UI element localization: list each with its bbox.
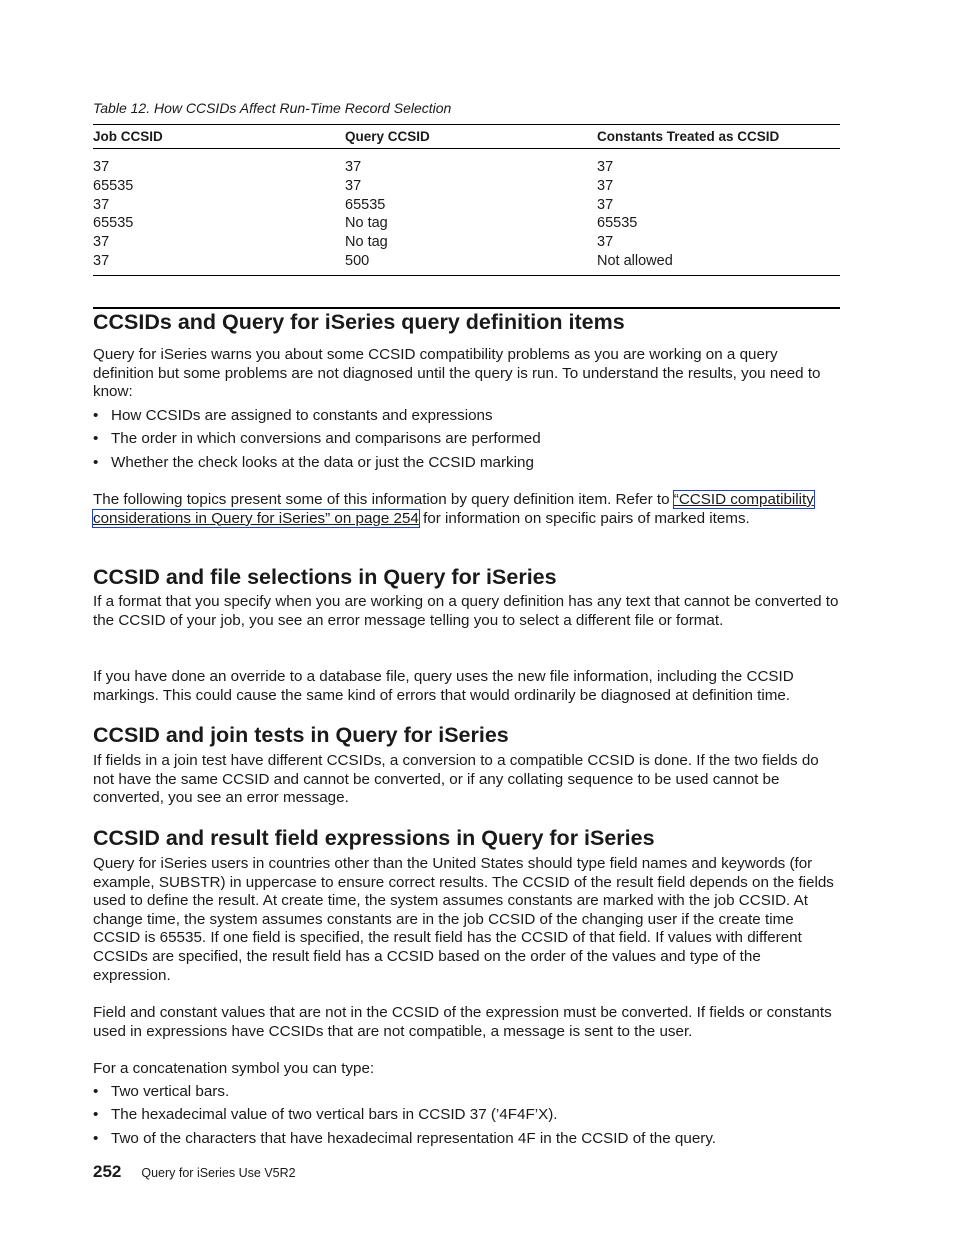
list-item: • The order in which conversions and comparisons are performed <box>93 430 541 448</box>
page-number: 252 <box>93 1162 122 1181</box>
section3-paragraph-1: If fields in a join test have different CCSIDs, a conversion to a compatible CCSID is done. If the two fields do not have the same CCSID and cannot be converted, or if any collating sequence to be used cannot be converted, you see an error message. <box>93 752 819 807</box>
section-title-result-field-expressions: CCSID and result field expressions in Query for iSeries <box>93 826 655 850</box>
bullet-icon: • <box>93 1106 99 1124</box>
list-item: • Two of the characters that have hexadecimal representation 4F in the CCSID of the query. <box>93 1129 717 1147</box>
table-cell: 37 <box>597 178 614 195</box>
bullet-icon: • <box>93 1129 99 1147</box>
section4-paragraph-2: Field and constant values that are not in the CCSID of the expression must be converted. If fields or constants used in expressions have CCSIDs that are not compatible, a message is sent to the user. <box>93 1004 832 1040</box>
section4-bullet-list <box>93 1083 840 1153</box>
table-row <box>93 214 840 233</box>
bullet-icon: • <box>93 453 99 471</box>
table-cell: 65535 <box>597 215 638 232</box>
section1-intro: Query for iSeries warns you about some CCSID compatibility problems as you are working on a query definition but some problems are not diagnosed until the query is run. To understand the results, you need to know: <box>93 346 821 401</box>
column-header-job-ccsid: Job CCSID <box>93 129 163 144</box>
section2-paragraph-2: If you have done an override to a database file, query uses the new file information, including the CCSID markings. This could cause the same kind of errors that would ordinarily be diagnosed at definition time. <box>93 668 794 704</box>
section1-reference-paragraph: The following topics present some of this information by query definition item. Refer to “CCSID compatibility considerations in Query for iSeries” on page 254 for information on specific pairs of marked items. <box>93 491 814 527</box>
table-body <box>93 149 840 276</box>
table-cell: No tag <box>345 234 388 251</box>
table-cell: 37 <box>345 159 362 176</box>
table-cell: 37 <box>93 234 110 251</box>
section-divider <box>93 307 840 309</box>
ccsid-table <box>93 124 840 276</box>
table-cell: 65535 <box>93 215 134 232</box>
list-item: • Whether the check looks at the data or just the CCSID marking <box>93 453 534 471</box>
section-title-query-definition-items: CCSIDs and Query for iSeries query definition items <box>93 310 625 334</box>
table-cell: Not allowed <box>597 252 673 269</box>
table-cell: 37 <box>93 196 110 213</box>
table-cell: 37 <box>345 178 362 195</box>
section-title-join-tests: CCSID and join tests in Query for iSeries <box>93 723 509 747</box>
page-footer <box>93 1162 296 1182</box>
table-cell: 37 <box>93 252 110 269</box>
table-cell: 65535 <box>345 196 386 213</box>
table-cell: 37 <box>597 196 614 213</box>
section4-paragraph-3: For a concatenation symbol you can type: <box>93 1060 375 1077</box>
section2-paragraph-1: If a format that you specify when you are working on a query definition has any text that cannot be converted to the CCSID of your job, you see an error message telling you to select a different file or format. <box>93 593 839 629</box>
table-row <box>93 158 840 177</box>
table-row <box>93 251 840 270</box>
bullet-icon: • <box>93 430 99 448</box>
bullet-icon: • <box>93 1083 99 1100</box>
table-cell: 37 <box>597 159 614 176</box>
ccsid-compatibility-link[interactable]: “CCSID compatibility considerations in Query for iSeries” on page 254 <box>93 491 814 527</box>
table-row <box>93 195 840 214</box>
column-header-constants-ccsid: Constants Treated as CCSID <box>597 129 780 144</box>
table-header-row <box>93 125 840 149</box>
table-cell: 500 <box>345 252 370 269</box>
table-row <box>93 233 840 252</box>
column-header-query-ccsid: Query CCSID <box>345 129 430 144</box>
table-cell: 37 <box>93 159 110 176</box>
table-row <box>93 177 840 196</box>
section1-bullet-list <box>93 407 840 477</box>
section4-paragraph-1: Query for iSeries users in countries other than the United States should type field names and keywords (for example, SUBSTR) in uppercase to ensure correct results. The CCSID of the result field depends on the fields used to define the result. At create time, the system assumes constants are marked with the job CCSID. At change time, the system assumes constants are in the job CCSID of the changing user if the create time CCSID is 65535. If one field is specified, the result field has the CCSID of that field. If values with different CCSIDs are specified, the result field has a CCSID based on the order of the values and type of the expression. <box>93 855 834 984</box>
footer-book-title: Query for iSeries Use V5R2 <box>141 1166 296 1180</box>
table-cell: 65535 <box>93 178 134 195</box>
section-title-file-selections: CCSID and file selections in Query for iSeries <box>93 565 557 589</box>
list-item: • How CCSIDs are assigned to constants and expressions <box>93 407 493 424</box>
table-caption: Table 12. How CCSIDs Affect Run-Time Record Selection <box>93 100 452 116</box>
bullet-icon: • <box>93 407 99 424</box>
table-cell: No tag <box>345 215 388 232</box>
list-item: • Two vertical bars. <box>93 1083 230 1100</box>
table-cell: 37 <box>597 234 614 251</box>
list-item: • The hexadecimal value of two vertical bars in CCSID 37 (’4F4F’X). <box>93 1106 558 1124</box>
